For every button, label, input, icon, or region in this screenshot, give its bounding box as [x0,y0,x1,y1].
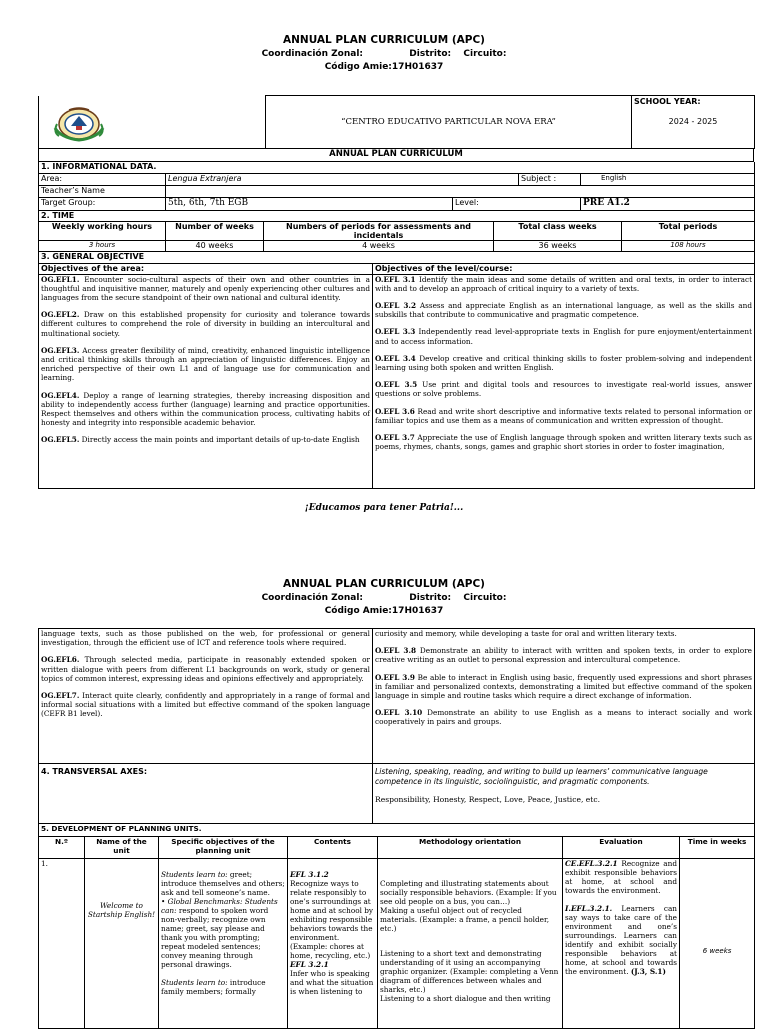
level-objective-item: O.EFL 3.8 Demonstrate an ability to interact with written and spoken texts, in order to explore creative writing as an outlet to personal expression and intercultural competence. [375,646,752,665]
area-objective-item: OG.EFL5. Directly access the main points and important details of up-to-date English [41,435,360,445]
objective-section: 3. GENERAL OBJECTIVE [39,252,755,263]
unit-number: 1. [39,858,85,1028]
unit-evaluation: CE.EFL.3.2.1 Recognize and exhibit responsible behaviors at home, at school and towards the environment. I.EFL.3.2.1. Learners can say ways to take care of the environment and one’s surroundings. Learners can identify and exhibit socially responsible behaviors at home, at school and towards the environment. (J.3, S.1) [563,858,680,1028]
time-header-weeks: Number of weeks [166,222,264,241]
level-objective-item: O.EFL 3.5 Use print and digital tools and resources to investigate real-world issues, answer questions or solve problems. [375,380,752,399]
school-year-value: 2024 - 2025 [668,117,718,126]
informational-section: 1. INFORMATIONAL DATA. [39,162,755,173]
area-objective-item: OG.EFL2. Draw on this established propensity for curiosity and tolerance towards different cultures to comprehend the role of diversity in building an intercultural and multinational society. [41,310,370,338]
page2-header [0,576,768,618]
time-total-value: 108 hours [622,241,755,252]
area-objectives-heading: Objectives of the area: [39,263,373,274]
time-weeks-value: 40 weeks [166,241,264,252]
time-section: 2. TIME [39,211,755,222]
area-objectives-continued [39,629,373,764]
transversal-label: 4. TRANSVERSAL AXES: [39,764,373,824]
apc-title: ANNUAL PLAN CURRICULUM (APC) [283,34,485,46]
time-class-weeks-value: 36 weeks [494,241,622,252]
unit-header-contents: Contents [288,836,378,858]
area-objective-item: language texts, such as those published on the web, for professional or general investigation, through the efficient use of ICT and reference tools where required. [41,629,370,648]
area-objective-item: OG.EFL7. Interact quite clearly, confidently and appropriately in a range of formal and informal social situations with a limited but effective command of the spoken language (CEFR B1 level). [41,691,370,719]
level-label: Level: [453,197,581,210]
level-objective-item: O.EFL 3.7 Appreciate the use of English language through spoken and written literary texts such as poems, rhymes, chants, songs, games and graphic short stories in order to foster imagination, [375,432,753,452]
level-objective-item: O.EFL 3.10 Demonstrate an ability to use English as a means to interact socially and work cooperatively in pairs and groups. [375,708,753,727]
target-group-label: Target Group: [39,197,166,210]
level-objectives-list [373,274,755,488]
unit-header-methodology: Methodology orientation [378,836,563,858]
area-objective-item: OG.EFL1. Encounter socio-cultural aspects of their own and other countries in a thoughtful and inquisitive manner, maturely and openly experiencing other cultures and languages from the secure standpoint of their own national and cultural identity. [41,274,370,302]
school-year-cell [632,96,755,149]
unit-row [39,858,755,1028]
school-crest-icon [49,104,109,144]
time-weekly-value: 3 hours [39,241,166,252]
time-header-class-weeks: Total class weeks [494,222,622,241]
informational-table [38,162,755,211]
amie-line [0,605,768,618]
logo-cell [39,96,266,149]
level-objectives-heading: Objectives of the level/course: [373,263,755,274]
level-objective-item: O.EFL 3.4 Develop creative and critical thinking skills to foster problem-solving and independent learning using both spoken and written English. [375,353,752,372]
development-section: 5. DEVELOPMENT OF PLANNING UNITS. [39,824,755,836]
coordination-label: Coordinación Zonal: [261,593,363,603]
school-year-label: SCHOOL YEAR: [634,97,701,106]
district-label: Distrito: [409,593,452,603]
area-objective-item: OG.EFL3. Access greater flexibility of mind, creativity, enhanced linguistic intelligence and critical thinking skills through an appreciation of linguistic differences. Enjoy an enriched perspective of their own L1 and of language use for communication and learning. [41,345,370,383]
level-objectives-continued [373,629,755,764]
amie-line [0,61,768,74]
coordination-label: Coordinación Zonal: [261,49,363,59]
footer-motto: ¡Educamos para tener Patria!... [304,503,464,513]
plan-title: ANNUAL PLAN CURRICULUM [39,149,754,162]
unit-header-name: Name of the unit [85,836,159,858]
unit-name: Welcome to Startship English! [85,858,159,1028]
school-header-table [38,95,755,149]
district-label: Distrito: [409,49,452,59]
transversal-text: Listening, speaking, reading, and writing to build up learners’ communicative language competence in its linguistic, sociolinguistic, and pragmatic components. [375,767,708,786]
objective-table [38,252,755,489]
apc-title: ANNUAL PLAN CURRICULUM (APC) [283,578,485,590]
level-objective-item: O.EFL 3.3 Independently read level-appropriate texts in English for pure enjoyment/entertainment and to access information. [375,327,752,346]
level-objective-item: curiosity and memory, while developing a taste for oral and written literary texts. [375,629,677,638]
zone-line [0,48,768,61]
level-objective-item: O.EFL 3.2 Assess and appreciate English as an international language, as well as the skills and subskills that contribute to communicative and pragmatic competence. [375,300,753,320]
unit-methodology: Completing and illustrating statements about socially responsible behaviors. (Example: If you see old people on a bus, you can…) Making a useful object out of recycled materials. (Example: a frame, a pencil holder, etc.) Listening to a short text and demonstrating understanding of it using an accompanying graphic organizer. (Example: completing a Venn diagram of differences between whales and sharks, etc.) Listening to a short dialogue and then writing [378,858,563,1028]
level-objective-item: O.EFL 3.6 Read and write short descriptive and informative texts related to personal information or familiar topics and use them as a means of communication and written expression of thought. [375,406,752,425]
unit-objectives: Students learn to: greet; introduce themselves and others; ask and tell someone’s name. • Global Benchmarks: Students can: respond to spoken word non-verbally; recognize own name; greet, say please and thank you with prompting; repeat modeled sentences; convey meaning through personal drawings. Students learn to: introduce family members; formally [159,858,288,1028]
circuit-label: Circuito: [463,49,507,59]
zone-line [0,592,768,605]
values-text: Responsibility, Honesty, Respect, Love, Peace, Justice, etc. [375,795,600,804]
circuit-label: Circuito: [463,593,507,603]
area-objective-item: OG.EFL4. Deploy a range of learning strategies, thereby increasing disposition and ability to independently access further (language) learning and practice opportunities. Respect themselves and others within the communication process, cultivating habits of honesty and integrity into responsible academic behavior. [41,390,370,428]
teacher-label: Teacher’s Name [39,185,166,197]
time-table [38,211,755,253]
plan-title-table [38,149,754,163]
unit-header-number: N.º [39,836,85,858]
time-header-periods: Numbers of periods for assessments and incidentals [264,222,494,241]
level-objective-item: O.EFL 3.1 Identify the main ideas and some details of written and oral texts, in order to interact with and to develop an approach of critical inquiry to a variety of texts. [375,274,753,293]
page1-header [0,32,768,74]
time-header-total: Total periods [622,222,755,241]
unit-header-evaluation: Evaluation [563,836,680,858]
area-objectives-list [39,274,373,488]
area-value: Lengua Extranjera [166,173,519,185]
amie-label: Código Amie: [324,606,392,616]
school-name: “CENTRO EDUCATIVO PARTICULAR NOVA ERA” [266,96,632,149]
level-objective-item: O.EFL 3.9 Be able to interact in English using basic, frequently used expressions and short phrases in familiar and personalized contexts, demonstrating a limited but effective command of the spoken language in simple and routine tasks which require a direct exchange of information. [375,672,752,701]
amie-code: 17H01637 [391,606,444,616]
target-group-value: 5th, 6th, 7th EGB [166,197,453,210]
page1-table-block [38,95,754,489]
area-objective-item: OG.EFL6. Through selected media, participate in reasonably extended spoken or written dialogue with peers from different L1 backgrounds on work, study or general topics of common interest, expressing ideas and opinions effectively and appropriately. [41,655,370,683]
page2-table-block [38,628,754,1029]
amie-code: 17H01637 [391,62,444,72]
subject-value: English [581,173,755,185]
unit-header-time: Time in weeks [680,836,755,858]
unit-time: 6 weeks [680,858,755,1028]
area-label: Area: [39,173,166,185]
level-value: PRE A1.2 [581,197,755,210]
units-table [38,824,755,1029]
amie-label: Código Amie: [324,62,392,72]
teacher-value[interactable] [166,185,755,197]
unit-contents: EFL 3.1.2 Recognize ways to relate responsibly to one’s surroundings at home and at school by exhibiting responsible behaviors towards the environment. (Example: chores at home, recycling, etc.) EFL 3.2.1 Infer who is speaking and what the situation is when listening to [288,858,378,1028]
time-periods-value: 4 weeks [264,241,494,252]
time-header-weekly: Weekly working hours [39,222,166,241]
objective-continued-table [38,628,755,824]
unit-header-objectives: Specific objectives of the planning unit [159,836,288,858]
subject-label: Subject : [519,173,581,185]
transversal-cell [373,764,755,824]
